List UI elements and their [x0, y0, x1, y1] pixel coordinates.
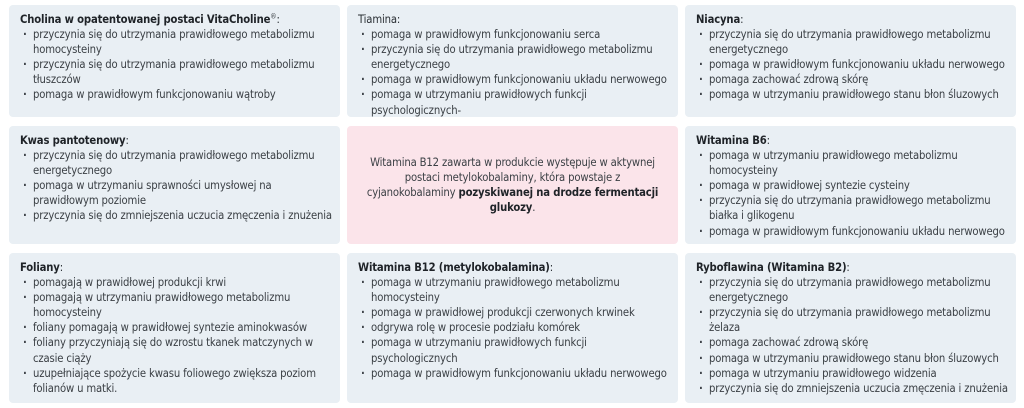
card-title: Kwas pantotenowy:: [20, 134, 129, 147]
list-item: · pomaga w prawidłowej syntezie cysteiny: [696, 178, 1008, 193]
list-item: · przyczynia się do utrzymania prawidłowego metabolizmu tłuszczów: [20, 57, 332, 87]
card-tiamina: [347, 5, 678, 117]
card-title: Niacyna:: [696, 13, 744, 26]
list-item: · pomagają w utrzymaniu prawidłowego metabolizmu homocysteiny: [20, 290, 332, 320]
card-title: Witamina B12 (metylokobalamina):: [358, 261, 554, 274]
list-item: · przyczynia się do utrzymania prawidłowego metabolizmu żelaza: [696, 305, 1008, 335]
card-title: Ryboflawina (Witamina B2):: [696, 261, 850, 274]
list-item: · przyczynia się do utrzymania prawidłowego metabolizmu homocysteiny: [20, 27, 332, 57]
benefit-list: [696, 275, 1008, 396]
benefit-list: [20, 275, 332, 396]
list-item: · przyczynia się do utrzymania prawidłowego metabolizmu białka i glikogenu: [696, 193, 1008, 223]
card-title: Tiamina:: [358, 13, 401, 26]
card-foliany: [9, 253, 340, 403]
list-item: · przyczynia się do zmniejszenia uczucia zmęczenia i znużenia: [20, 208, 332, 223]
card-title: Witamina B6:: [696, 134, 770, 147]
card-b12-info: [347, 126, 678, 244]
card-niacyna: [685, 5, 1016, 117]
benefit-list: [20, 27, 332, 102]
list-item: · pomaga w prawidłowym funkcjonowaniu serca: [358, 27, 670, 42]
list-item: · odgrywa rolę w procesie podziału komórek: [358, 320, 670, 335]
list-item: · foliany przyczyniają się do wzrostu tkanek matczynych w czasie ciąży: [20, 335, 332, 365]
list-item: · pomagają w prawidłowej produkcji krwi: [20, 275, 332, 290]
list-item: · przyczynia się do utrzymania prawidłowego metabolizmu energetycznego: [696, 27, 1008, 57]
list-item: · pomaga w prawidłowym funkcjonowaniu układu nerwowego: [696, 224, 1008, 239]
list-item: · foliany pomagają w prawidłowej syntezie aminokwasów: [20, 320, 332, 335]
list-item: · pomaga w utrzymaniu prawidłowego stanu błon śluzowych: [696, 87, 1008, 102]
list-item: · pomaga w utrzymaniu prawidłowych funkcji psychologicznych-: [358, 87, 670, 117]
list-item: · pomaga w utrzymaniu prawidłowego stanu błon śluzowych: [696, 351, 1008, 366]
list-item: · pomaga w prawidłowym funkcjonowaniu wątroby: [20, 87, 332, 102]
benefit-list: [358, 27, 670, 118]
benefit-list: [696, 148, 1008, 239]
list-item: · pomaga w prawidłowym funkcjonowaniu układu nerwowego: [358, 72, 670, 87]
card-cholina: [9, 5, 340, 117]
card-title: Cholina w opatentowanej postaci VitaCholine®:: [20, 12, 280, 26]
list-item: · przyczynia się do zmniejszenia uczucia zmęczenia i znużenia: [696, 381, 1008, 396]
benefit-list: [358, 275, 670, 381]
list-item: · pomaga w utrzymaniu sprawności umysłowej na prawidłowym poziomie: [20, 178, 332, 208]
b12-info-text: Witamina B12 zawarta w produkcie występuje w aktywnej postaci metylokobalaminy, która powstaje z cyjanokobalaminy pozyskiwanej na drodze fermentacji glukozy.: [366, 155, 659, 215]
list-item: · pomaga w prawidłowej produkcji czerwonych krwinek: [358, 305, 670, 320]
card-ryboflawina: [685, 253, 1016, 403]
list-item: · pomaga w prawidłowym funkcjonowaniu układu nerwowego: [696, 57, 1008, 72]
list-item: · pomaga w utrzymaniu prawidłowego metabolizmu homocysteiny: [358, 275, 670, 305]
list-item: · pomaga w utrzymaniu prawidłowych funkcji psychologicznych: [358, 335, 670, 365]
card-title: Foliany:: [20, 261, 63, 274]
card-witamina-b6: [685, 126, 1016, 244]
list-item: · pomaga zachować zdrową skórę: [696, 335, 1008, 350]
list-item: · pomaga w utrzymaniu prawidłowego metabolizmu homocysteiny: [696, 148, 1008, 178]
card-witamina-b12: [347, 253, 678, 403]
list-item: · pomaga w prawidłowym funkcjonowaniu układu nerwowego: [358, 366, 670, 381]
list-item: · przyczynia się do utrzymania prawidłowego metabolizmu energetycznego: [358, 42, 670, 72]
card-kwas-pantotenowy: [9, 126, 340, 244]
list-item: · przyczynia się do utrzymania prawidłowego metabolizmu energetycznego: [20, 148, 332, 178]
list-item: · uzupełniające spożycie kwasu foliowego zwiększa poziom folianów u matki.: [20, 366, 332, 396]
list-item: · pomaga zachować zdrową skórę: [696, 72, 1008, 87]
benefit-list: [696, 27, 1008, 102]
list-item: · przyczynia się do utrzymania prawidłowego metabolizmu energetycznego: [696, 275, 1008, 305]
list-item: · pomaga w utrzymaniu prawidłowego widzenia: [696, 366, 1008, 381]
benefit-list: [20, 148, 332, 223]
